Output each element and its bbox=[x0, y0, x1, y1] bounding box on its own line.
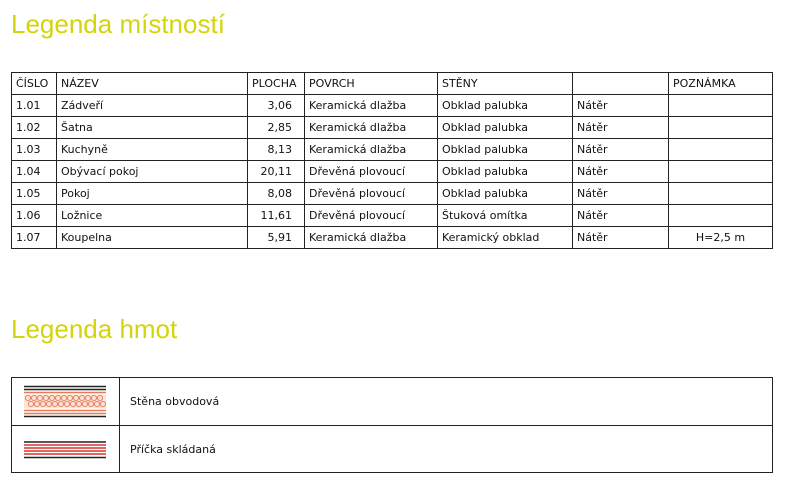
cell-nazev: Zádveří bbox=[57, 95, 248, 117]
cell-poznamka bbox=[669, 183, 773, 205]
material-swatch-cell bbox=[12, 378, 120, 425]
cell-cislo: 1.07 bbox=[12, 227, 57, 249]
cell-povrch: Keramická dlažba bbox=[305, 95, 438, 117]
cell-finish: Nátěr bbox=[573, 139, 669, 161]
table-row bbox=[12, 117, 773, 139]
cell-nazev: Ložnice bbox=[57, 205, 248, 227]
cell-steny: Obklad palubka bbox=[438, 95, 573, 117]
header-blank bbox=[573, 73, 669, 95]
cell-cislo: 1.06 bbox=[12, 205, 57, 227]
cell-povrch: Dřevěná plovoucí bbox=[305, 161, 438, 183]
cell-steny: Obklad palubka bbox=[438, 117, 573, 139]
header-cislo: ČÍSLO bbox=[12, 73, 57, 95]
cell-nazev: Pokoj bbox=[57, 183, 248, 205]
cell-steny: Štuková omítka bbox=[438, 205, 573, 227]
material-label: Stěna obvodová bbox=[130, 395, 220, 408]
cell-plocha: 11,61 bbox=[248, 205, 305, 227]
header-povrch: POVRCH bbox=[305, 73, 438, 95]
cell-poznamka bbox=[669, 139, 773, 161]
cell-povrch: Keramická dlažba bbox=[305, 139, 438, 161]
header-steny: STĚNY bbox=[438, 73, 573, 95]
table-row bbox=[12, 139, 773, 161]
table-row bbox=[12, 95, 773, 117]
cell-cislo: 1.02 bbox=[12, 117, 57, 139]
cell-povrch: Keramická dlažba bbox=[305, 117, 438, 139]
rooms-table bbox=[11, 72, 773, 249]
header-poznamka: POZNÁMKA bbox=[669, 73, 773, 95]
cell-cislo: 1.05 bbox=[12, 183, 57, 205]
cell-steny: Obklad palubka bbox=[438, 161, 573, 183]
header-plocha: PLOCHA bbox=[248, 73, 305, 95]
cell-plocha: 5,91 bbox=[248, 227, 305, 249]
cell-finish: Nátěr bbox=[573, 227, 669, 249]
table-row bbox=[12, 161, 773, 183]
material-swatch-cell bbox=[12, 426, 120, 473]
cell-finish: Nátěr bbox=[573, 117, 669, 139]
cell-poznamka bbox=[669, 205, 773, 227]
material-row bbox=[12, 426, 772, 473]
cell-poznamka bbox=[669, 117, 773, 139]
cell-nazev: Koupelna bbox=[57, 227, 248, 249]
material-label: Příčka skládaná bbox=[130, 443, 216, 456]
cell-finish: Nátěr bbox=[573, 95, 669, 117]
cell-cislo: 1.03 bbox=[12, 139, 57, 161]
cell-finish: Nátěr bbox=[573, 205, 669, 227]
table-row bbox=[12, 183, 773, 205]
cell-nazev: Kuchyně bbox=[57, 139, 248, 161]
table-row bbox=[12, 227, 773, 249]
table-row bbox=[12, 205, 773, 227]
cell-finish: Nátěr bbox=[573, 183, 669, 205]
rooms-legend-title: Legenda místností bbox=[11, 9, 225, 39]
cell-plocha: 3,06 bbox=[248, 95, 305, 117]
cell-poznamka: H=2,5 m bbox=[669, 227, 773, 249]
cell-plocha: 2,85 bbox=[248, 117, 305, 139]
exterior-wall-hatch-icon bbox=[24, 385, 106, 418]
cell-plocha: 8,13 bbox=[248, 139, 305, 161]
cell-nazev: Šatna bbox=[57, 117, 248, 139]
cell-plocha: 8,08 bbox=[248, 183, 305, 205]
cell-steny: Keramický obklad bbox=[438, 227, 573, 249]
materials-table bbox=[11, 377, 773, 473]
cell-poznamka bbox=[669, 95, 773, 117]
materials-legend-title: Legenda hmot bbox=[11, 314, 178, 344]
cell-povrch: Dřevěná plovoucí bbox=[305, 205, 438, 227]
material-row bbox=[12, 378, 772, 426]
cell-plocha: 20,11 bbox=[248, 161, 305, 183]
cell-nazev: Obývací pokoj bbox=[57, 161, 248, 183]
cell-steny: Obklad palubka bbox=[438, 139, 573, 161]
header-nazev: NÁZEV bbox=[57, 73, 248, 95]
table-header-row bbox=[12, 73, 773, 95]
cell-poznamka bbox=[669, 161, 773, 183]
partition-wall-hatch-icon bbox=[24, 441, 106, 459]
cell-cislo: 1.01 bbox=[12, 95, 57, 117]
cell-povrch: Dřevěná plovoucí bbox=[305, 183, 438, 205]
cell-steny: Obklad palubka bbox=[438, 183, 573, 205]
cell-finish: Nátěr bbox=[573, 161, 669, 183]
cell-cislo: 1.04 bbox=[12, 161, 57, 183]
cell-povrch: Keramická dlažba bbox=[305, 227, 438, 249]
